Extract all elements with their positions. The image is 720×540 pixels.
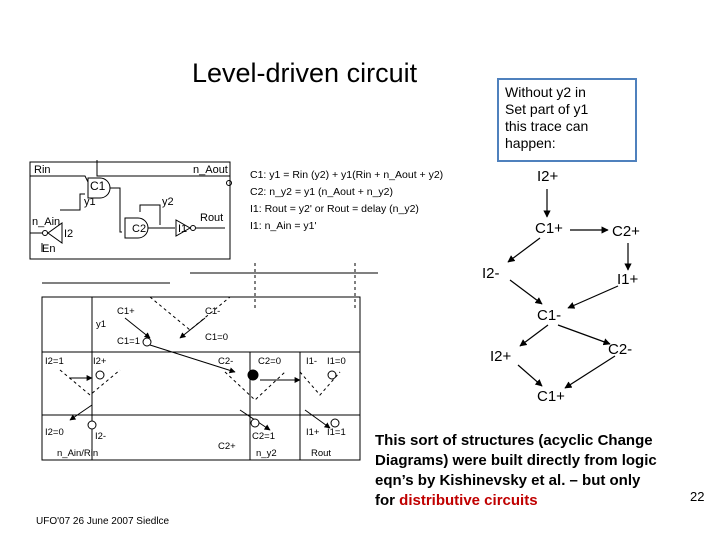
cd-label-c2-minus: C2- <box>218 356 234 367</box>
cd-label-c1-eq-1: C1=1 <box>117 336 140 347</box>
callout-line: happen: <box>505 135 556 151</box>
cd-label-c2-eq-1: C2=1 <box>252 431 275 442</box>
bottom-note-prefix: for <box>375 492 400 509</box>
label-i1: I1 <box>178 223 188 235</box>
graph-node-c1-plus: C1+ <box>535 220 563 237</box>
cd-label-c1-eq-0: C1=0 <box>205 332 228 343</box>
graph-node-i2-plus-top: I2+ <box>537 168 559 185</box>
cd-label-i2-minus: I2- <box>95 431 107 442</box>
cd-label-i2-eq-0: I2=0 <box>45 427 64 438</box>
slide-title: Level-driven circuit <box>192 58 418 88</box>
bottom-note-line: This sort of structures (acyclic Change <box>375 432 653 449</box>
graph-node-c2-minus: C2- <box>608 341 633 358</box>
graph-arrows <box>508 189 628 388</box>
label-c2: C2 <box>132 223 147 235</box>
cd-label-c1-minus: C1- <box>205 306 221 317</box>
label-rin: Rin <box>34 164 51 176</box>
label-y2: y2 <box>162 196 174 208</box>
equation-c2: C2: n_y2 = y1 (n_Aout + n_y2) <box>250 186 394 198</box>
bottom-note-line: eqn’s by Kishinevsky et al. – but only <box>375 472 641 489</box>
callout-line: Without y2 in <box>505 84 586 100</box>
label-n-ain: n_Ain <box>32 216 61 228</box>
bottom-note-line <box>375 491 657 511</box>
cd-label-c2-plus: C2+ <box>218 441 236 452</box>
equation-i1-nain: I1: n_Ain = y1' <box>250 220 317 232</box>
graph-node-i2-minus: I2- <box>482 265 500 282</box>
bottom-note-highlight: distributive circuits <box>399 492 538 509</box>
label-n-aout: n_Aout <box>193 164 228 176</box>
graph-node-c1-plus-bottom: C1+ <box>537 388 565 405</box>
graph-node-i1-plus: I1+ <box>617 271 639 288</box>
cd-label-y1: y1 <box>96 319 107 330</box>
cd-label-c1-plus: C1+ <box>117 306 135 317</box>
graph-node-c1-minus: C1- <box>537 307 562 324</box>
cd-label-i2-eq-1: I2=1 <box>45 356 64 367</box>
bottom-note-line: Diagrams) were built directly from logic <box>375 452 657 469</box>
label-c1: C1 <box>90 179 106 193</box>
cd-label-i1-minus: I1- <box>306 356 318 367</box>
callout-line: Set part of y1 <box>505 101 589 117</box>
page-number: 22 <box>690 489 705 504</box>
equation-c1: C1: y1 = Rin (y2) + y1(Rin + n_Aout + y2) <box>250 169 444 181</box>
cd-label-c2-eq-0: C2=0 <box>258 356 281 367</box>
graph-node-c2-plus: C2+ <box>612 223 640 240</box>
cd-label-i1-eq-1: I1=1 <box>327 427 346 438</box>
label-y1: y1 <box>84 196 96 208</box>
label-en: En <box>42 243 56 255</box>
equation-i1-rout: I1: Rout = y2' or Rout = delay (n_y2) <box>250 203 419 215</box>
cd-label-n-y2: n_y2 <box>256 448 277 459</box>
bottom-note <box>375 431 657 511</box>
cd-label-i1-eq-0: I1=0 <box>327 356 346 367</box>
cd-label-n-ain-rin: n_Ain/Rin <box>57 448 99 459</box>
footer-text: UFO'07 26 June 2007 Siedlce <box>36 516 170 527</box>
label-rout: Rout <box>200 212 224 224</box>
label-i2: I2 <box>64 228 74 240</box>
cd-label-i2-plus: I2+ <box>93 356 107 367</box>
cd-label-i1-plus: I1+ <box>306 427 320 438</box>
graph-node-i2-plus: I2+ <box>490 348 512 365</box>
cd-label-rout: Rout <box>311 448 332 459</box>
callout-line: this trace can <box>505 118 589 134</box>
